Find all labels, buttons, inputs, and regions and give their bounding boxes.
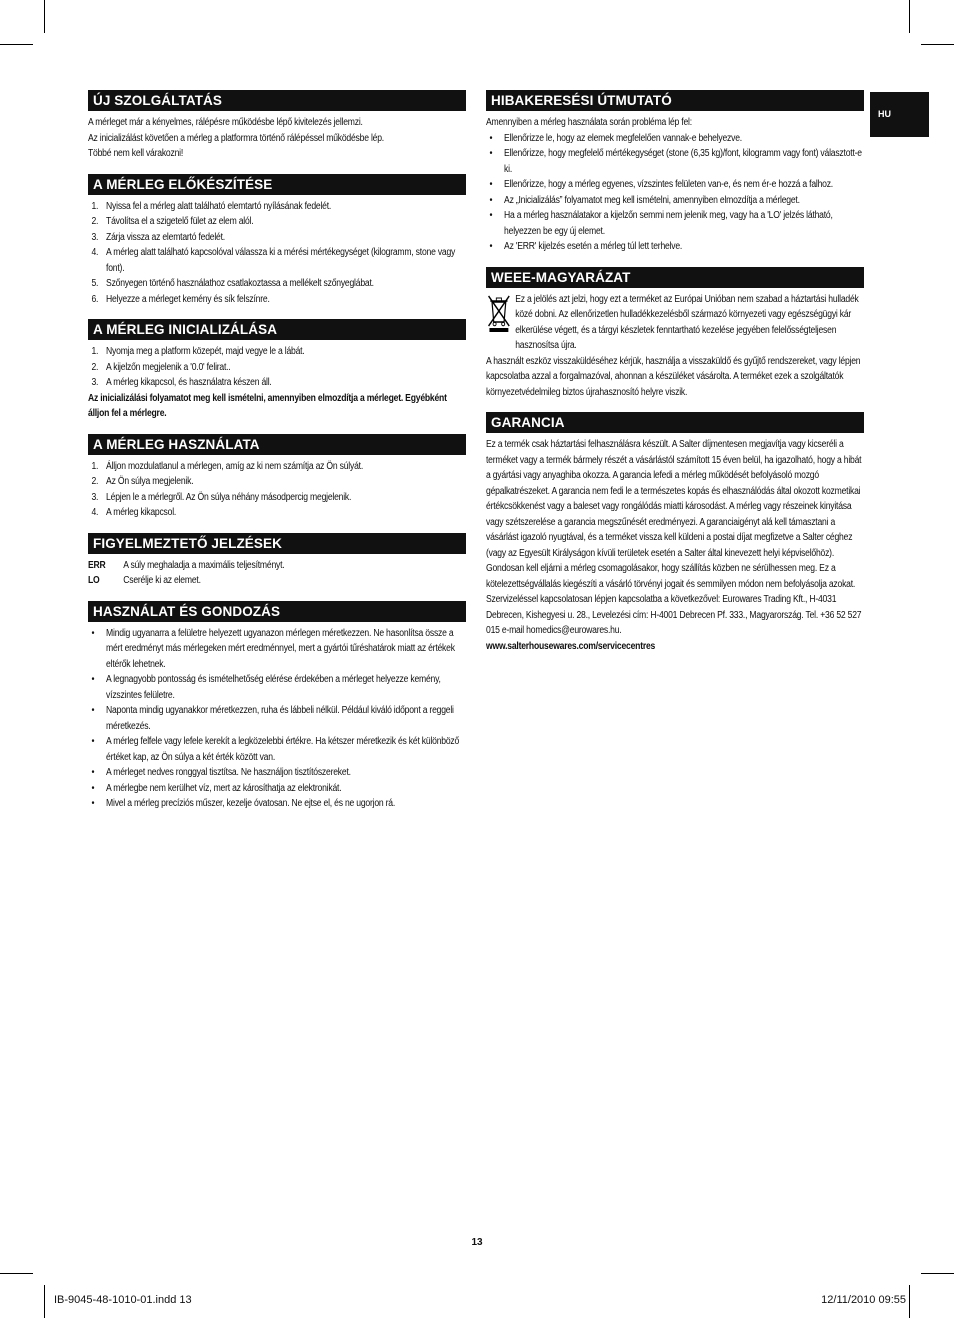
section-body xyxy=(486,437,863,654)
item-text: Mivel a mérleg precíziós műszer, kezelje óvatosan. Ne ejtse el, és ne ugorjon rá. xyxy=(106,798,396,809)
language-tab xyxy=(870,92,929,137)
item-number: 2. xyxy=(91,216,99,227)
list-item xyxy=(486,208,863,239)
code-row xyxy=(88,558,465,574)
list-item xyxy=(88,781,465,797)
item-text: Távolítsa el a szigetelő fület az elem alól. xyxy=(106,216,254,227)
item-number: 1. xyxy=(91,346,99,357)
numbered-list xyxy=(88,344,465,391)
code-list xyxy=(88,558,465,589)
item-text: A kijelzőn megjelenik a '0.0' felirat.. xyxy=(106,361,231,373)
code-text: A súly meghaladja a maximális teljesítményt. xyxy=(123,559,285,571)
section-body xyxy=(88,344,465,422)
bullet-mark: • xyxy=(91,627,95,639)
section-body xyxy=(486,115,863,255)
page-number: 13 xyxy=(471,1237,483,1248)
item-number: 2. xyxy=(91,476,99,487)
item-text: A mérleget nedves ronggyal tisztítsa. Ne használjon tisztítószereket. xyxy=(106,767,351,778)
section-inicializalas xyxy=(88,319,466,422)
list-item xyxy=(88,199,465,215)
bullet-mark: • xyxy=(489,148,493,159)
section-heading: WEEE-MAGYARÁZAT xyxy=(486,267,864,288)
crop-mark xyxy=(909,1285,910,1318)
paragraph-line: Az inicializálást követően a mérleg a platformra történő rálépéssel működésbe lép. xyxy=(88,132,384,144)
section-body xyxy=(88,115,465,162)
left-column xyxy=(88,90,466,824)
code-label: LO xyxy=(88,575,100,586)
item-text: Lépjen le a mérlegről. Az Ön súlya néhány másodpercig megjelenik. xyxy=(106,491,352,503)
list-item xyxy=(88,459,465,475)
item-number: 3. xyxy=(91,491,99,503)
bullet-mark: • xyxy=(91,705,95,716)
crop-mark xyxy=(44,1285,45,1318)
section-heading: GARANCIA xyxy=(486,412,864,433)
bullet-mark: • xyxy=(91,674,95,685)
paragraph: Ez a termék csak háztartási felhasználásra készült. A Salter díjmentesen megjavítja vagy kicseréli a terméket vagy a termék bármely részét a vásárlástól számított 15 éven belül, ha igazolható, hogy a hibát a gyártási vagy anyaghiba okozza. A garancia lefedi a mérleg működését befolyásoló mozgó gépalkatrészeket. A garancia nem fedi le a természetes kopás és elhasználódás által okozott kozmetikai értékcsökkenést vagy a baleset vagy rongálódás miatti károsodást. A mérleg vagy részeinek kinyitása vagy szétszerelése a garancia megszűnését eredményezi. A garanciaigényt alá kell támasztani a vásárlást igazoló nyugtával, és a terméket vissza kell küldeni a postai díjat megfizetve a Salter céghez (vagy az Egyesült Királyságon kívüli területek esetén a Salter által kinevezett helyi képviselőhöz). Gondosan kell eljárni a mérleg csomagolásakor, hogy szállítás közben ne sérülhessen meg. Ez a kötelezettségvállalás kiegészíti a vásárló törvényi jogait és semmilyen módon nem befolyásolja azokat. Szervizeléssel kapcsolatosan lépjen kapcsolatba a következővel: Eurowares Trading Kft., H-4031 Debrecen, Kishegyesi u. 28., Levelezési cím: H-4001 Debrecen Pf. 333., Magyarország. Tel. +36 52 527 015 e-mail homedics@eurowares.hu. xyxy=(486,439,862,636)
paragraph: Ez a jelölés azt jelzi, hogy ezt a terméket az Európai Unióban nem szabad a háztartási hulladék közé dobni. Az ellenőrizetlen hulladékkezelésből származó környezeti vagy egészségügyi kár elkerülése végett, és a tárgyi készletek fenntartható kezelése jegyében felelősségteljesen hasznosítsa újra. xyxy=(515,293,859,351)
bullet-mark: • xyxy=(91,736,95,747)
item-text: Zárja vissza az elemtartó fedelét. xyxy=(106,231,225,243)
item-number: 4. xyxy=(91,507,99,518)
section-body xyxy=(88,199,465,308)
item-text: Ellenőrizze, hogy megfelelő mértékegységet (stone (6,35 kg)/font, kilogramm vagy font) választott-e ki. xyxy=(504,148,862,175)
section-weee xyxy=(486,267,864,401)
paragraph-line: Többé nem kell várakozni! xyxy=(88,148,184,159)
weee-row xyxy=(486,292,863,354)
bullet-mark: • xyxy=(489,210,493,221)
item-text: Szőnyegen történő használathoz csatlakoztassa a mellékelt szőnyeglábat. xyxy=(106,278,374,289)
list-item xyxy=(88,703,465,734)
list-item xyxy=(88,230,465,246)
list-item xyxy=(486,239,863,255)
list-item xyxy=(88,490,465,506)
section-heading: HASZNÁLAT ÉS GONDOZÁS xyxy=(88,601,466,622)
section-heading: A MÉRLEG ELŐKÉSZÍTÉSE xyxy=(88,174,466,195)
item-number: 3. xyxy=(91,377,99,388)
item-text: Nyissa fel a mérleg alatt található elemtartó nyílásának fedelét. xyxy=(106,200,332,212)
item-number: 6. xyxy=(91,293,99,305)
list-item xyxy=(486,193,863,209)
bullet-mark: • xyxy=(91,798,95,809)
crop-mark xyxy=(0,44,33,45)
item-text: Ha a mérleg használatakor a kijelzőn semmi nem jelenik meg, vagy ha a 'LO' jelzés látható, helyezzen be egy új elemet. xyxy=(504,210,833,237)
list-item xyxy=(88,672,465,703)
list-item xyxy=(88,214,465,230)
section-heading: A MÉRLEG HASZNÁLATA xyxy=(88,434,466,455)
section-body xyxy=(88,459,465,521)
list-item xyxy=(486,146,863,177)
section-hasznalata xyxy=(88,434,466,521)
language-tab-label: HU xyxy=(878,109,891,119)
right-column xyxy=(486,90,864,666)
item-text: Az „Inicializálás” folyamatot meg kell ismételni, amennyiben elmozdítja a mérleget. xyxy=(504,194,800,206)
crop-mark xyxy=(921,1273,954,1274)
list-item xyxy=(88,796,465,812)
bullet-mark: • xyxy=(489,179,493,190)
item-text: A mérleg alatt található kapcsolóval válassza ki a mérési mértékegységet (kilogramm, stone vagy font). xyxy=(106,247,456,274)
list-item xyxy=(88,292,465,308)
section-elokeszites xyxy=(88,174,466,308)
bullet-mark: • xyxy=(489,194,493,206)
crop-mark xyxy=(44,0,45,33)
section-body xyxy=(88,558,465,589)
item-text: A mérleg kikapcsol, és használatra készen áll. xyxy=(106,377,272,388)
item-text: Az 'ERR' kijelzés esetén a mérleg túl lett terhelve. xyxy=(504,241,683,252)
item-text: A mérlegbe nem kerülhet víz, mert az károsíthatja az elektronikát. xyxy=(106,782,342,794)
bullet-mark: • xyxy=(489,132,493,144)
bold-note: Az inicializálási folyamatot meg kell ismételni, amennyiben elmozdítja a mérleget. Egyébként álljon fel a mérlegre. xyxy=(88,392,447,419)
crossed-bin-icon xyxy=(486,293,512,333)
list-item xyxy=(486,177,863,193)
list-item xyxy=(88,474,465,490)
item-number: 4. xyxy=(91,247,99,258)
crop-mark xyxy=(921,44,954,45)
paragraph: A használt eszköz visszaküldéséhez kérjük, használja a visszaküldő és gyűjtő rendszereket, vagy lépjen kapcsolatba azzal a forgalmazóval, ahonnan a készüléket vásárolta. A terméket ezek a szolgáltatók környezetvédelmileg biztos újrahasznosító helyre viszik. xyxy=(486,355,861,398)
section-body xyxy=(486,292,863,401)
list-item xyxy=(88,360,465,376)
code-row xyxy=(88,573,465,589)
section-hibakereses xyxy=(486,90,864,255)
list-item xyxy=(88,734,465,765)
section-garancia xyxy=(486,412,864,654)
list-item xyxy=(88,276,465,292)
item-text: Helyezze a mérleget kemény és sík felszínre. xyxy=(106,293,270,305)
item-text: A mérleg felfele vagy lefele kerekít a legközelebbi értékre. Ha kétszer méretkezik és két különböző értéket kap, az Ön súlya a két érték között van. xyxy=(106,736,460,763)
section-heading: ÚJ SZOLGÁLTATÁS xyxy=(88,90,466,111)
item-text: Ellenőrizze, hogy a mérleg egyenes, vízszintes felületen van-e, és nem ér-e hozzá a falhoz. xyxy=(504,179,833,190)
paragraph-line: A mérleget már a kényelmes, rálépésre működésbe lépő kivitelezés jellemzi. xyxy=(88,117,363,128)
bullet-mark: • xyxy=(489,241,493,252)
bullet-list xyxy=(486,131,863,255)
item-text: Mindig ugyanarra a felületre helyezett ugyanazon mérlegen méretkezzen. Ne hasonlítsa össze a mért eredményt más mérlegeken mért eredménnyel, mert a gyártói tűréshatárok miatt az értékek eltérők lehetnek. xyxy=(106,627,455,670)
item-text: Ellenőrizze le, hogy az elemek megfelelően vannak-e behelyezve. xyxy=(504,132,742,144)
crop-mark xyxy=(0,1273,33,1274)
section-body xyxy=(88,626,465,812)
list-item xyxy=(88,765,465,781)
code-label: ERR xyxy=(88,559,106,571)
crop-mark xyxy=(909,0,910,33)
item-number: 1. xyxy=(91,200,99,212)
section-uj-szolgaltatas xyxy=(88,90,466,162)
section-heading: HIBAKERESÉSI ÚTMUTATÓ xyxy=(486,90,864,111)
code-text: Cserélje ki az elemet. xyxy=(123,575,201,586)
section-heading: A MÉRLEG INICIALIZÁLÁSA xyxy=(88,319,466,340)
section-heading: FIGYELMEZTETŐ JELZÉSEK xyxy=(88,533,466,554)
item-number: 2. xyxy=(91,361,99,373)
item-text: Álljon mozdulatlanul a mérlegen, amíg az ki nem számítja az Ön súlyát. xyxy=(106,460,363,472)
item-text: Az Ön súlya megjelenik. xyxy=(106,476,194,487)
bullet-mark: • xyxy=(91,782,95,794)
intro-text: Amennyiben a mérleg használata során probléma lép fel: xyxy=(486,117,692,128)
list-item xyxy=(88,245,465,276)
item-text: A legnagyobb pontosság és ismételhetőség elérése érdekében a mérleget helyezze kemény, vízszintes felületre. xyxy=(106,674,441,701)
numbered-list xyxy=(88,199,465,308)
list-item xyxy=(486,131,863,147)
list-item xyxy=(88,344,465,360)
item-text: Nyomja meg a platform közepét, majd vegye le a lábát. xyxy=(106,346,305,357)
list-item xyxy=(88,505,465,521)
numbered-list xyxy=(88,459,465,521)
footer-filename: IB-9045-48-1010-01.indd 13 xyxy=(54,1294,192,1306)
section-gondozas xyxy=(88,601,466,812)
list-item xyxy=(88,375,465,391)
item-number: 1. xyxy=(91,460,99,472)
item-text: Naponta mindig ugyanakkor méretkezzen, ruha és lábbeli nélkül. Például kiváló időpont a reggeli méretkezés. xyxy=(106,705,454,732)
item-number: 5. xyxy=(91,278,99,289)
item-number: 3. xyxy=(91,231,99,243)
footer-date: 12/11/2010 09:55 xyxy=(821,1294,906,1306)
list-item xyxy=(88,626,465,673)
bullet-list xyxy=(88,626,465,812)
item-text: A mérleg kikapcsol. xyxy=(106,507,177,518)
bullet-mark: • xyxy=(91,767,95,778)
section-jelzesek xyxy=(88,533,466,589)
service-link: www.salterhousewares.com/servicecentres xyxy=(486,640,656,652)
